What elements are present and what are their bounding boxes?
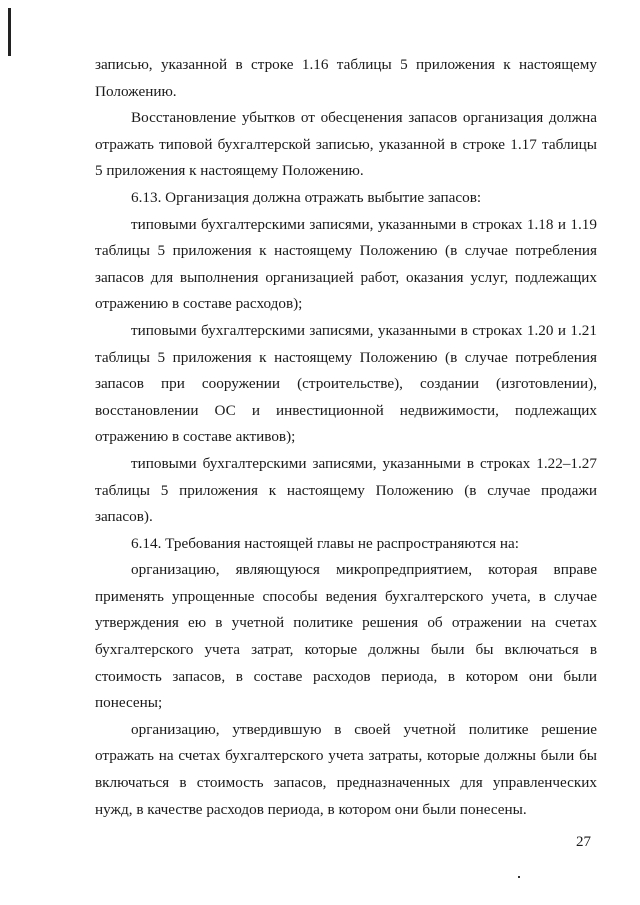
paragraph-disposal-assets: типовыми бухгалтерскими записями, указанными в строках 1.20 и 1.21 таблицы 5 приложения к настоящему Положению (в случае потребления запасов при сооружении (строительстве), создании (изготовлении), восстановлении ОС и инвестиционной недвижимости, подлежащих отражению в составе активов);: [95, 321, 597, 446]
page-number: 27: [576, 834, 591, 850]
paragraph-impairment-recovery: Восстановление убытков от обесценения запасов организация должна отражать типовой бухгалтерской записью, указанной в строке 1.17 таблицы 5 приложения к настоящему Положению.: [95, 109, 597, 180]
document-body: [95, 52, 597, 823]
paragraph-micro-enterprise: организацию, являющуюся микропредприятием, которая вправе применять упрощенные способы ведения бухгалтерского учета, в случае утверждения ею в учетной политике решения об отражении на счетах бухгалтерского учета затрат, которые должны были бы включаться в стоимость запасов, в составе расходов периода, в котором они были понесены;: [95, 561, 597, 712]
paragraph-management-needs: организацию, утвердившую в своей учетной политике решение отражать на счетах бухгалтерского учета затраты, которые должны были бы включаться в стоимость запасов, предназначенных для управленческих нужд, в качестве расходов периода, в котором они были понесены.: [95, 720, 597, 818]
paragraph-6-13: 6.13. Организация должна отражать выбытие запасов:: [131, 188, 482, 206]
scan-edge-mark: [8, 8, 11, 56]
paragraph-continuation: записью, указанной в строке 1.16 таблицы 5 приложения к настоящему Положению.: [95, 56, 597, 100]
paragraph-disposal-sale: типовыми бухгалтерскими записями, указанными в строках 1.22–1.27 таблицы 5 приложения к настоящему Положению (в случае продажи запасов).: [95, 454, 597, 526]
paragraph-6-14: 6.14. Требования настоящей главы не распространяются на:: [131, 534, 519, 552]
scan-speck: [518, 876, 520, 878]
paragraph-disposal-expenses: типовыми бухгалтерскими записями, указанными в строках 1.18 и 1.19 таблицы 5 приложения к настоящему Положению (в случае потребления запасов для выполнения организацией работ, оказания услуг, подлежащих отражению в составе расходов);: [95, 215, 597, 313]
